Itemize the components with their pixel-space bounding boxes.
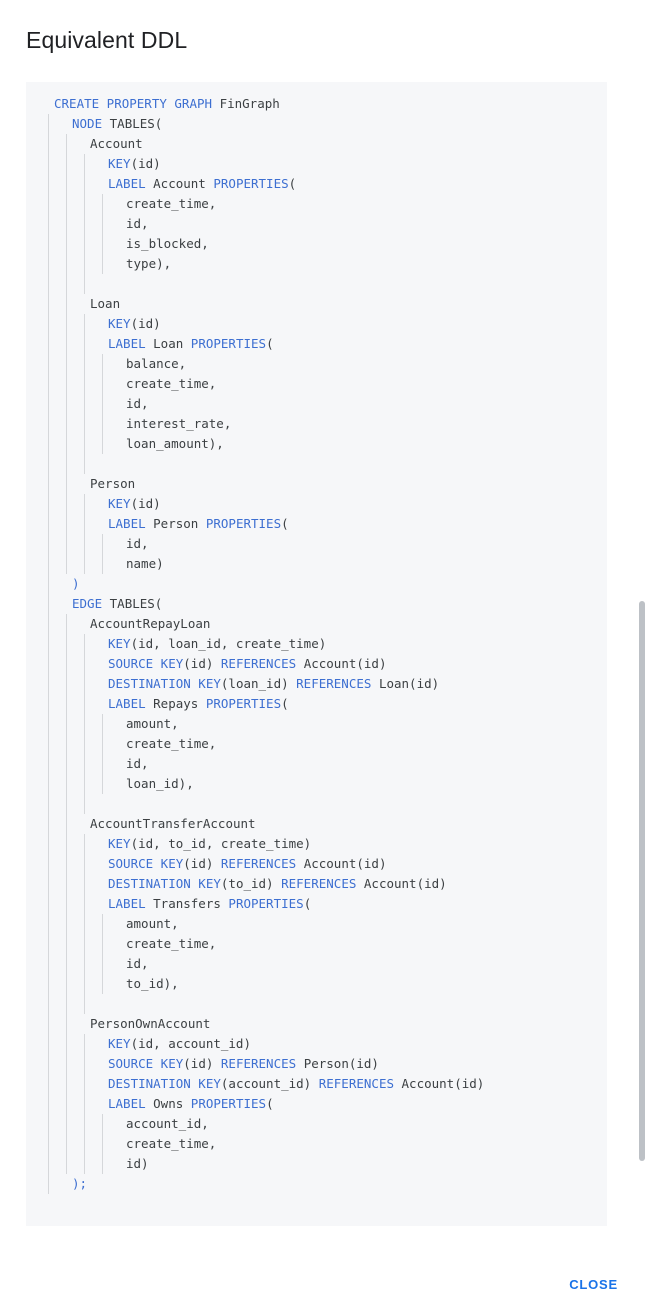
indent-guide [84,1074,85,1094]
indent-guide [66,674,67,694]
indent-guide [48,254,49,274]
code-line [26,874,607,894]
indent-guide [48,354,49,374]
code-line-text: DESTINATION KEY(account_id) REFERENCES Account(id) [108,1076,485,1091]
code-line [26,854,607,874]
code-line-text: KEY(id) [108,316,161,331]
code-line-text: EDGE TABLES( [72,596,163,611]
code-line [26,1014,607,1034]
indent-guide [84,194,85,214]
indent-guide [102,534,103,554]
indent-guide [84,314,85,334]
indent-guide [48,1034,49,1054]
indent-guide [66,694,67,714]
indent-guide [84,994,85,1014]
indent-guide [102,254,103,274]
code-line-text: CREATE PROPERTY GRAPH FinGraph [54,96,280,111]
indent-guide [66,1134,67,1154]
code-line-text: LABEL Loan PROPERTIES( [108,336,274,351]
indent-guide [66,374,67,394]
indent-guide [84,1114,85,1134]
code-line-text: KEY(id) [108,156,161,171]
indent-guide [84,674,85,694]
code-line [26,614,607,634]
indent-guide [84,234,85,254]
indent-guide [48,554,49,574]
indent-guide [66,134,67,154]
indent-guide [48,274,49,294]
indent-guide [84,374,85,394]
indent-guide [84,1094,85,1114]
indent-guide [48,154,49,174]
code-line [26,94,607,114]
code-line [26,534,607,554]
indent-guide [84,1154,85,1174]
indent-guide [84,914,85,934]
indent-guide [48,654,49,674]
indent-guide [48,454,49,474]
code-line-text: PersonOwnAccount [90,1016,211,1031]
page-title: Equivalent DDL [26,27,188,53]
code-line [26,414,607,434]
indent-guide [84,354,85,374]
code-line-text: name) [126,556,164,571]
indent-guide [66,274,67,294]
indent-guide [66,254,67,274]
code-line [26,174,607,194]
indent-guide [102,1134,103,1154]
code-line-text: account_id, [126,1116,209,1131]
indent-guide [84,514,85,534]
indent-guide [66,1034,67,1054]
indent-guide [102,1114,103,1134]
indent-guide [84,654,85,674]
indent-guide [66,634,67,654]
code-line [26,834,607,854]
code-line-text: loan_amount), [126,436,224,451]
code-line-text: is_blocked, [126,236,209,251]
indent-guide [66,394,67,414]
code-line-text: KEY(id, to_id, create_time) [108,836,312,851]
code-line-text: ); [72,1176,88,1191]
code-line-text: to_id), [126,976,179,991]
code-line [26,1154,607,1174]
code-line-text: id) [126,1156,149,1171]
code-line [26,1114,607,1134]
indent-guide [84,874,85,894]
indent-guide [84,754,85,774]
indent-guide [66,1094,67,1114]
indent-guide [84,714,85,734]
code-line [26,594,607,614]
code-line-text: amount, [126,916,179,931]
indent-guide [48,994,49,1014]
code-line [26,914,607,934]
indent-guide [84,1034,85,1054]
code-line-text: AccountTransferAccount [90,816,256,831]
indent-guide [102,554,103,574]
indent-guide [102,754,103,774]
indent-guide [66,654,67,674]
code-line [26,354,607,374]
indent-guide [48,814,49,834]
indent-guide [48,954,49,974]
indent-guide [48,694,49,714]
indent-guide [66,234,67,254]
indent-guide [48,794,49,814]
code-line [26,774,607,794]
code-line-text: id, [126,536,149,551]
indent-guide [66,294,67,314]
indent-guide [48,514,49,534]
code-line [26,934,607,954]
indent-guide [66,894,67,914]
code-line-text: balance, [126,356,187,371]
code-line [26,654,607,674]
code-line-text: type), [126,256,172,271]
indent-guide [66,774,67,794]
code-line [26,1034,607,1054]
indent-guide [48,674,49,694]
indent-guide [66,1074,67,1094]
code-line [26,334,607,354]
indent-guide [102,234,103,254]
indent-guide [48,334,49,354]
code-line-text: DESTINATION KEY(to_id) REFERENCES Account(id) [108,876,447,891]
code-line [26,994,607,1014]
indent-guide [66,414,67,434]
indent-guide [66,754,67,774]
indent-guide [84,834,85,854]
indent-guide [84,794,85,814]
indent-guide [48,974,49,994]
code-line-text: LABEL Repays PROPERTIES( [108,696,289,711]
code-line-text: LABEL Account PROPERTIES( [108,176,297,191]
indent-guide [84,414,85,434]
indent-guide [102,394,103,414]
indent-guide [48,434,49,454]
indent-guide [48,474,49,494]
indent-guide [84,254,85,274]
code-line [26,814,607,834]
code-line-text: create_time, [126,196,217,211]
indent-guide [48,1174,49,1194]
indent-guide [84,734,85,754]
code-line [26,454,607,474]
scrollbar-thumb[interactable] [639,601,645,1161]
indent-guide [48,534,49,554]
code-line-text: Loan [90,296,121,311]
indent-guide [102,934,103,954]
indent-guide [48,414,49,434]
code-line-text: KEY(id, loan_id, create_time) [108,636,327,651]
code-line-text: LABEL Person PROPERTIES( [108,516,289,531]
ddl-code-block [26,94,607,1194]
code-line-text: loan_id), [126,776,194,791]
indent-guide [102,374,103,394]
indent-guide [48,1014,49,1034]
ddl-code-panel [26,82,607,1226]
code-line [26,154,607,174]
indent-guide [48,594,49,614]
code-line [26,1074,607,1094]
indent-guide [48,574,49,594]
code-line [26,1094,607,1114]
indent-guide [48,614,49,634]
indent-guide [84,854,85,874]
indent-guide [84,394,85,414]
indent-guide [66,734,67,754]
indent-guide [66,994,67,1014]
indent-guide [48,394,49,414]
code-line [26,1174,607,1194]
indent-guide [66,914,67,934]
code-line [26,294,607,314]
indent-guide [66,814,67,834]
indent-guide [84,274,85,294]
indent-guide [102,714,103,734]
code-line [26,754,607,774]
indent-guide [66,614,67,634]
indent-guide [84,634,85,654]
indent-guide [48,194,49,214]
code-line-text: KEY(id, account_id) [108,1036,251,1051]
indent-guide [102,414,103,434]
code-line [26,514,607,534]
indent-guide [66,194,67,214]
indent-guide [48,854,49,874]
indent-guide [66,1014,67,1034]
indent-guide [66,794,67,814]
indent-guide [66,154,67,174]
indent-guide [66,554,67,574]
indent-guide [84,974,85,994]
indent-guide [48,914,49,934]
indent-guide [102,1154,103,1174]
code-line [26,234,607,254]
indent-guide [66,174,67,194]
code-line-text: LABEL Owns PROPERTIES( [108,1096,274,1111]
indent-guide [48,374,49,394]
code-line [26,974,607,994]
code-line [26,374,607,394]
indent-guide [102,774,103,794]
indent-guide [48,1114,49,1134]
indent-guide [48,114,49,134]
indent-guide [48,774,49,794]
indent-guide [66,1054,67,1074]
indent-guide [66,334,67,354]
indent-guide [66,954,67,974]
code-line [26,674,607,694]
code-line-text: create_time, [126,736,217,751]
indent-guide [66,434,67,454]
code-line [26,794,607,814]
indent-guide [48,1154,49,1174]
code-line [26,894,607,914]
indent-guide [48,634,49,654]
indent-guide [48,1094,49,1114]
code-line-text: id, [126,756,149,771]
indent-guide [84,214,85,234]
indent-guide [48,934,49,954]
code-line [26,634,607,654]
indent-guide [84,1134,85,1154]
indent-guide [48,234,49,254]
code-line-text: DESTINATION KEY(loan_id) REFERENCES Loan(id) [108,676,440,691]
code-line-text: id, [126,956,149,971]
indent-guide [84,494,85,514]
code-line [26,274,607,294]
indent-guide [48,754,49,774]
indent-guide [66,314,67,334]
indent-guide [66,1114,67,1134]
vertical-scrollbar[interactable] [639,0,646,1312]
indent-guide [66,474,67,494]
code-line-text: SOURCE KEY(id) REFERENCES Account(id) [108,656,387,671]
indent-guide [66,494,67,514]
code-line [26,694,607,714]
indent-guide [84,694,85,714]
code-line-text: create_time, [126,936,217,951]
indent-guide [48,834,49,854]
indent-guide [102,954,103,974]
indent-guide [48,1134,49,1154]
code-line-text: LABEL Transfers PROPERTIES( [108,896,312,911]
indent-guide [66,714,67,734]
indent-guide [66,214,67,234]
indent-guide [48,1074,49,1094]
code-line-text: Account [90,136,143,151]
code-line-text: KEY(id) [108,496,161,511]
indent-guide [84,934,85,954]
code-line [26,1054,607,1074]
indent-guide [102,914,103,934]
code-line [26,554,607,574]
code-line-text: create_time, [126,1136,217,1151]
code-line-text: create_time, [126,376,217,391]
indent-guide [66,354,67,374]
code-line [26,474,607,494]
indent-guide [84,554,85,574]
indent-guide [48,1054,49,1074]
code-line-text: ) [72,576,80,591]
code-line [26,734,607,754]
code-line [26,194,607,214]
code-line [26,954,607,974]
indent-guide [102,974,103,994]
code-line [26,394,607,414]
code-line [26,494,607,514]
indent-guide [66,514,67,534]
indent-guide [84,954,85,974]
code-line-text: SOURCE KEY(id) REFERENCES Person(id) [108,1056,379,1071]
code-line-text: SOURCE KEY(id) REFERENCES Account(id) [108,856,387,871]
indent-guide [48,714,49,734]
close-button[interactable]: CLOSE [559,1269,628,1300]
indent-guide [84,154,85,174]
indent-guide [48,294,49,314]
code-line [26,134,607,154]
indent-guide [66,454,67,474]
indent-guide [48,494,49,514]
indent-guide [84,334,85,354]
code-line-text: NODE TABLES( [72,116,163,131]
code-line [26,114,607,134]
indent-guide [102,434,103,454]
indent-guide [84,774,85,794]
code-line-text: interest_rate, [126,416,232,431]
code-line-text: Person [90,476,136,491]
indent-guide [66,934,67,954]
indent-guide [66,834,67,854]
code-line [26,714,607,734]
indent-guide [48,874,49,894]
code-line-text: AccountRepayLoan [90,616,211,631]
indent-guide [66,874,67,894]
indent-guide [84,454,85,474]
code-line [26,574,607,594]
code-line-text: id, [126,216,149,231]
indent-guide [102,354,103,374]
indent-guide [84,894,85,914]
indent-guide [84,534,85,554]
indent-guide [48,174,49,194]
indent-guide [84,434,85,454]
code-line [26,1134,607,1154]
indent-guide [48,314,49,334]
indent-guide [66,534,67,554]
indent-guide [48,214,49,234]
indent-guide [66,854,67,874]
indent-guide [66,974,67,994]
code-line [26,214,607,234]
indent-guide [84,174,85,194]
code-line-text: id, [126,396,149,411]
indent-guide [102,734,103,754]
indent-guide [48,894,49,914]
indent-guide [102,214,103,234]
indent-guide [84,1054,85,1074]
code-line [26,314,607,334]
code-line [26,434,607,454]
indent-guide [48,134,49,154]
code-line [26,254,607,274]
indent-guide [102,194,103,214]
indent-guide [66,1154,67,1174]
indent-guide [48,734,49,754]
code-line-text: amount, [126,716,179,731]
